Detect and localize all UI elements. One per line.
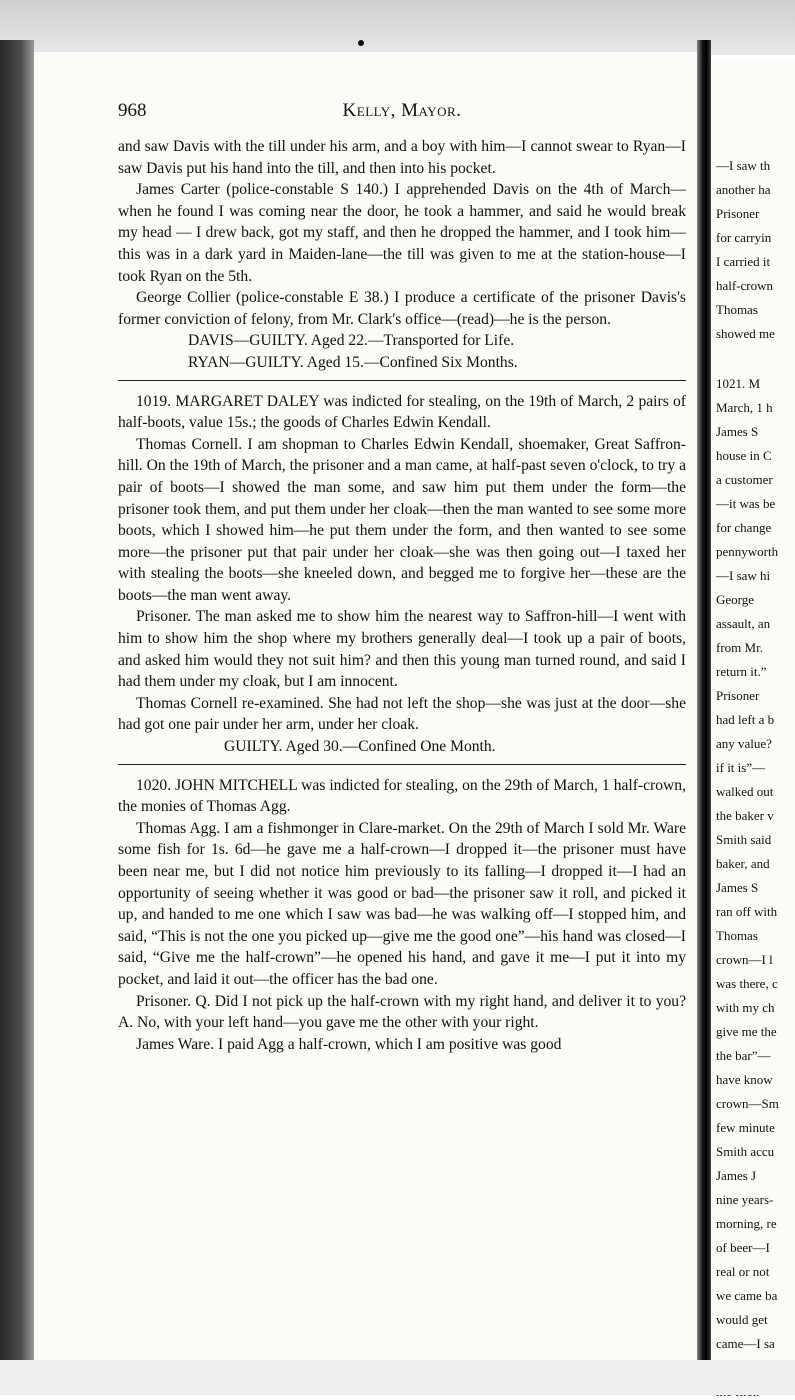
right-page-line: half-crown [716,278,774,293]
paragraph-prisoner-mitchell: Prisoner. Q. Did I not pick up the half-crown with my right hand, and deliver it to you? A. No, with your left hand—you gave me the other with your right. [118,992,686,1032]
right-page-line: I carried it [716,254,771,269]
right-page-line: ran off with [716,904,778,919]
right-page-line: George [716,592,755,607]
right-page-line: 1021. M [716,376,761,391]
paragraph-prisoner-daley: Prisoner. The man asked me to show him the nearest way to Saffron-hill—I went with him to show him the shop where my brothers generally deal—I took up a pair of boots, and asked him would they not suit him? and then this young man turned round, and said I had them under my cloak, but I am innocent. [118,608,686,691]
verdict-ryan: RYAN—GUILTY. Aged 15.—Confined Six Months. [188,353,518,371]
running-title: Kelly, Mayor. [342,100,462,121]
book-spine-shadow [0,40,34,1360]
right-page-line: for change [716,520,772,535]
right-page-line: —it was be [716,496,776,511]
right-page-line: had left a b [716,712,775,727]
right-page-line: Prisoner [716,206,760,221]
right-page-line: we came ba [716,1288,778,1303]
page-number: 968 [118,100,147,121]
paragraph-davis-testimony-end: and saw Davis with the till under his arm, and a boy with him—I cannot swear to Ryan—I saw Davis put his hand into the till, and then into his pocket. [118,138,686,177]
right-page-line: was there, c [716,976,778,991]
right-page-line: showed me [716,326,775,341]
right-page-line: nine years- [716,1192,774,1207]
right-page-line: —I saw hi [716,568,771,583]
right-page-line: a customer [716,472,773,487]
right-page-line: Prisoner [716,688,760,703]
paragraph-james-carter: James Carter (police-constable S 140.) I apprehended Davis on the 4th of March—when he found I was coming near the door, he took a hammer, and said he would break my head — I drew back, got my staff, and then he dropped the hammer, and I took him—this was in a dark yard in Maiden-lane—the till was given to me at the station-house—I took Ryan on the 5th. [118,181,686,285]
right-page-line: walked out [716,784,774,799]
right-page-line: March, 1 h [716,400,773,415]
right-page-line: crown—Sm [716,1096,779,1111]
right-page-line: James S [716,880,759,895]
right-page-line: Thomas [716,928,758,943]
right-page-line: crown—I l [716,952,773,967]
right-page-line: Smith accu [716,1144,775,1159]
verdict-daley: GUILTY. Aged 30.—Confined One Month. [224,738,496,756]
right-page-line: have know [716,1072,773,1087]
paragraph-james-ware: James Ware. I paid Agg a half-crown, which I am positive was good [136,1035,562,1053]
paragraph-george-collier: George Collier (police-constable E 38.) I produce a certificate of the prisoner Davis's former conviction of felony, from Mr. Clark's office—(read)—he is the person. [118,289,686,328]
right-page-line: any value? [716,736,772,751]
right-page-line: came—I sa [716,1336,775,1351]
case-1019-heading: 1019. MARGARET DALEY was indicted for stealing, on the 19th of March, 2 pairs of half-boots, value 15s.; the goods of Charles Edwin Kendall. [118,392,686,432]
right-page-line: James S [716,424,759,439]
right-page-line: few minute [716,1120,775,1135]
scan-bottom-edge [0,1360,795,1395]
right-page-line: pennyworth [716,544,779,559]
right-page-line: the bar”— [716,1048,771,1063]
section-divider [118,380,686,381]
right-page-line: for carryin [716,230,772,245]
right-page-line: return it.” [716,664,767,679]
right-page-line: assault, an [716,616,771,631]
right-page-line: baker, and [716,856,770,871]
right-page-line: if it is”— [716,760,766,775]
main-column [118,100,686,1055]
case-1020-heading: 1020. JOHN MITCHELL was indicted for stealing, on the 29th of March, 1 half-crown, the monies of Thomas Agg. [118,776,686,816]
paragraph-thomas-cornell: Thomas Cornell. I am shopman to Charles Edwin Kendall, shoemaker, Great Saffron-hill. On the 19th of March, the prisoner and a man came, at half-past seven o'clock, to try a pair of boots—I showed the man some, and saw him put them under the form—the prisoner took them, and put them under her cloak—then the man wanted to see some more boots, which I showed him—he put them under the form, and then wanted to see some more—the prisoner put that pair under her cloak—she was then going out—I taxed her with stealing the boots—she kneeled down, and begged me to forgive her—these are the boots—the man went away. [118,435,686,604]
book-gutter [697,40,711,1370]
right-page-line: Smith said [716,832,772,847]
page-header [118,100,686,136]
right-page-line: from Mr. [716,640,763,655]
scan-top-edge [0,0,795,55]
paragraph-cornell-reexamined: Thomas Cornell re-examined. She had not left the shop—she was just at the door—she had got one pair under her arm, under her cloak. [118,694,686,734]
right-page-line: real or not [716,1264,770,1279]
right-page-line: with my ch [716,1000,775,1015]
verdict-davis: DAVIS—GUILTY. Aged 22.—Transported for Life. [188,332,515,350]
right-page [711,60,795,1365]
right-page-line: of beer—I [716,1240,770,1255]
paragraph-thomas-agg: Thomas Agg. I am a fishmonger in Clare-market. On the 29th of March I sold Mr. Ware some fish for 1s. 6d—he gave me a half-crown—I dropped it—the prisoner must have been near me, but I did not notice him previously to its falling—I dropped it—I had an opportunity of seeing whether it was good or bad—the prisoner saw it roll, and picked it up, and handed to me one which I saw was bad—he was walking off—I stopped him, and said, “This is not the one you picked up—give me the good one”—his hand was closed—I said, “Give me the half-crown”—he opened his hand, and gave it me—I put it into my pocket, and laid it out—the officer has the bad one. [118,819,686,988]
section-divider [118,764,686,765]
right-page-line: house in C [716,448,772,463]
right-page-line: Thomas [716,302,758,317]
right-page-line: give me the [716,1024,777,1039]
right-page-line: morning, re [716,1216,777,1231]
scan-mark [358,40,364,46]
right-page-line: another ha [716,182,771,197]
right-page-line: would get [716,1312,768,1327]
right-page-line: —I saw th [716,158,771,173]
right-page-line: James J [716,1168,757,1183]
right-page-line: the baker v [716,808,774,823]
